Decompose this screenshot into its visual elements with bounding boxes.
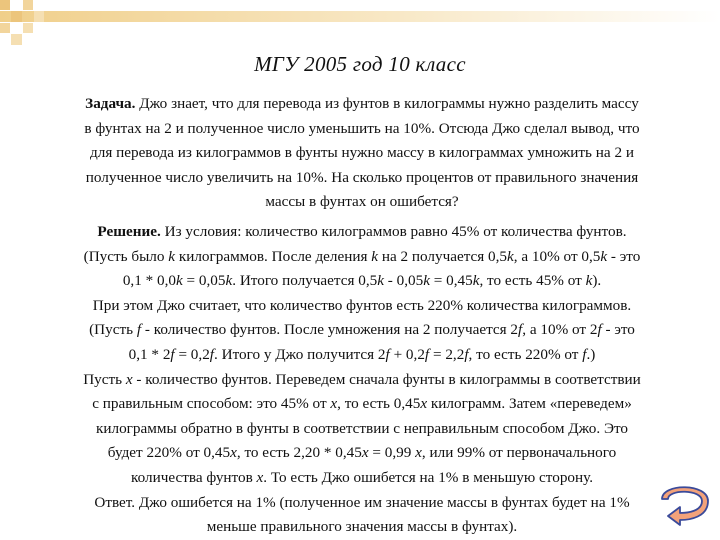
answer-line-2: меньше правильного значения массы в фунтах). [206,518,518,536]
problem-line-1: Задача. Джо знает, что для перевода из фунтов в килограммы нужно разделить массу [85,95,639,112]
problem-label: Задача. [85,95,136,112]
decorative-squares-banner [0,0,720,50]
solution-line-4: При этом Джо считает, что количество фунтов есть 220% количества килограммов. [92,296,632,314]
return-arrow-icon [660,483,710,533]
solution-line-7: Пусть x - количество фунтов. Переведем сначала фунты в килограммы в соответствии [83,370,641,388]
problem-line-3: для перевода из килограммов в фунты нужно массу в килограммах умножить на 2 и [90,144,634,161]
solution-line-9: килограммы обратно в фунты в соответствии с неправильным способом Джо. Это [96,419,628,437]
slide-title: МГУ 2005 год 10 класс [254,52,466,76]
problem-line-2: в фунтах на 2 и полученное число уменьшить на 10%. Отсюда Джо сделал вывод, что [84,119,640,137]
answer-line-1: Ответ. Джо ошибется на 1% (полученное им значение массы в фунтах будет на 1% [94,493,630,511]
return-button[interactable] [660,483,710,533]
solution-line-2: (Пусть было k килограммов. После деления k на 2 получается 0,5k, а 10% от 0,5k - это [83,247,641,265]
solution-line-5: (Пусть f - количество фунтов. После умножения на 2 получается 2f, а 10% от 2f - это [89,321,635,339]
solution-label: Решение. [97,223,161,240]
solution-line-1: Решение. Из условия: количество килограммов равно 45% от количества фунтов. [97,223,627,240]
problem-line-5: массы в фунтах он ошибется? [265,193,459,210]
solution-line-3: 0,1 * 0,0k = 0,05k. Итого получается 0,5k - 0,05k = 0,45k, то есть 45% от k). [122,272,602,290]
problem-line-4: полученное число увеличить на 10%. На сколько процентов от правильного значения [85,168,639,186]
solution-line-10: будет 220% от 0,45x, то есть 2,20 * 0,45x = 0,99 x, или 99% от первоначального [107,444,617,462]
solution-line-11: количества фунтов x. То есть Джо ошибется на 1% в меньшую сторону. [131,468,593,486]
solution-line-6: 0,1 * 2f = 0,2f. Итого у Джо получится 2f + 0,2f = 2,2f, то есть 220% от f.) [128,345,596,363]
solution-line-8: с правильным способом: это 45% от x, то есть 0,45x килограмм. Затем «переведем» [92,395,632,413]
solution-text [22,220,702,540]
problem-statement [22,92,702,215]
